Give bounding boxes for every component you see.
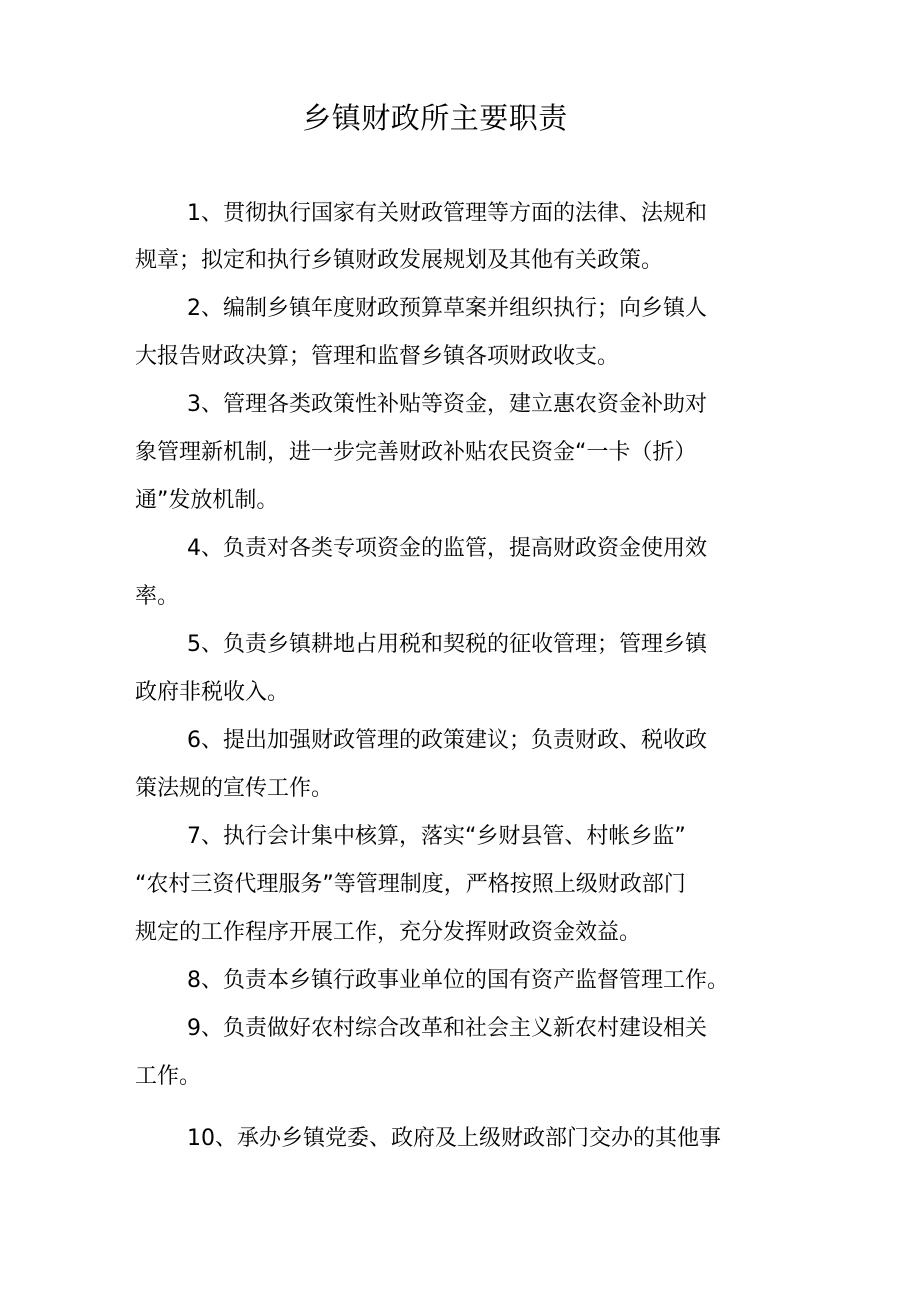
line-item-1-b: 规章；拟定和执行乡镇财政发展规划及其他有关政策。 [135, 248, 664, 273]
line-item-7-a: 7、执行会计集中核算，落实“乡财县管、村帐乡监” [187, 824, 686, 849]
document-title: 乡镇财政所主要职责 [302, 101, 568, 135]
line-item-7-c: 规定的工作程序开展工作，充分发挥财政资金效益。 [135, 920, 642, 945]
line-item-3-b: 象管理新机制，进一步完善财政补贴农民资金“一卡（折） [135, 440, 697, 465]
line-item-3-c: 通”发放机制。 [135, 488, 279, 513]
line-item-6-a: 6、提出加强财政管理的政策建议；负责财政、税收政 [187, 728, 707, 753]
line-item-9-b: 工作。 [135, 1064, 202, 1089]
line-item-3-a: 3、管理各类政策性补贴等资金，建立惠农资金补助对 [187, 392, 707, 417]
line-item-7-b: “农村三资代理服务”等管理制度，严格按照上级财政部门 [135, 872, 686, 897]
line-item-8: 8、负责本乡镇行政事业单位的国有资产监督管理工作。 [187, 968, 729, 993]
line-item-4-a: 4、负责对各类专项资金的监管，提高财政资金使用效 [187, 536, 707, 561]
line-item-6-b: 策法规的宣传工作。 [135, 776, 334, 801]
line-item-4-b: 率。 [135, 584, 180, 609]
line-item-9-a: 9、负责做好农村综合改革和社会主义新农村建设相关 [187, 1016, 707, 1041]
line-item-2-b: 大报告财政决算；管理和监督乡镇各项财政收支。 [135, 344, 620, 369]
line-item-5-a: 5、负责乡镇耕地占用税和契税的征收管理；管理乡镇 [187, 632, 707, 657]
line-item-10: 10、承办乡镇党委、政府及上级财政部门交办的其他事 [187, 1126, 721, 1151]
line-item-1-a: 1、贯彻执行国家有关财政管理等方面的法律、法规和 [187, 201, 707, 226]
line-item-2-a: 2、编制乡镇年度财政预算草案并组织执行；向乡镇人 [187, 296, 707, 321]
line-item-5-b: 政府非税收入。 [135, 680, 290, 705]
